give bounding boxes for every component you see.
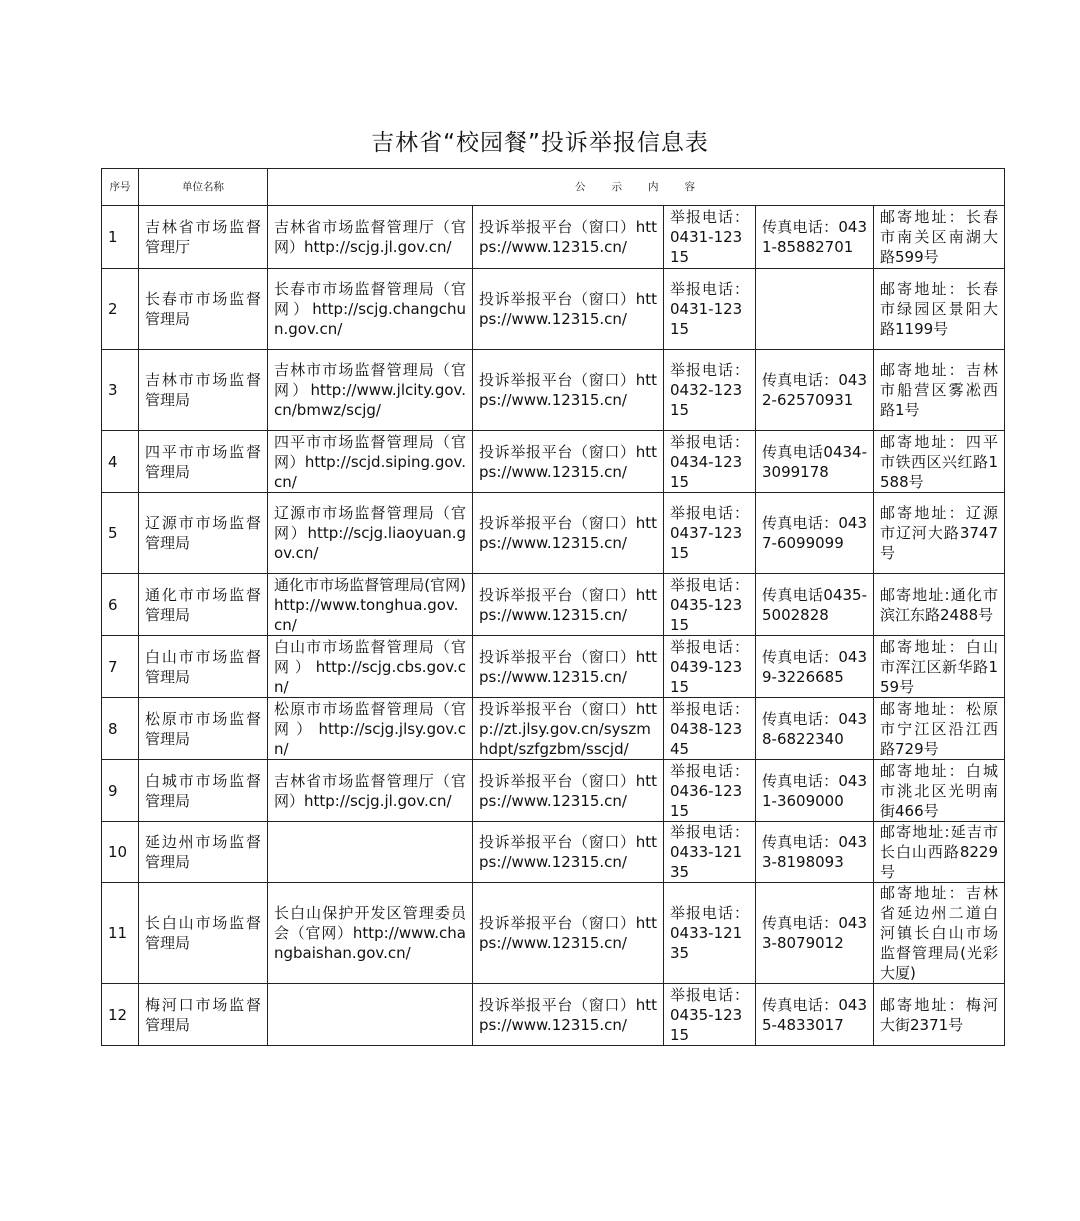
unit-name-cell: 吉林市市场监督管理局 (139, 350, 268, 431)
seq-cell: 11 (102, 883, 139, 984)
website-cell: 松原市市场监督管理局（官网）http://scjg.jlsy.gov.cn/ (268, 698, 473, 760)
phone-cell: 举报电话：0433-12135 (664, 883, 756, 984)
unit-name-cell: 松原市市场监督管理局 (139, 698, 268, 760)
seq-cell: 2 (102, 269, 139, 350)
seq-cell: 7 (102, 636, 139, 698)
address-cell: 邮寄地址：松原市宁江区沿江西路729号 (874, 698, 1005, 760)
table-row (102, 698, 1005, 760)
address-cell: 邮寄地址：辽源市辽河大路3747号 (874, 493, 1005, 574)
header-row (102, 169, 1005, 206)
address-cell: 邮寄地址：梅河大街2371号 (874, 984, 1005, 1046)
unit-name-cell: 辽源市市场监督管理局 (139, 493, 268, 574)
website-cell: 长白山保护开发区管理委员会（官网）http://www.changbaishan.gov.cn/ (268, 883, 473, 984)
platform-cell: 投诉举报平台（窗口）https://www.12315.cn/ (473, 760, 664, 822)
fax-cell (756, 269, 874, 350)
phone-cell: 举报电话：0439-12315 (664, 636, 756, 698)
unit-name-cell: 四平市市场监督管理局 (139, 431, 268, 493)
table-row (102, 431, 1005, 493)
phone-cell: 举报电话：0431-12315 (664, 206, 756, 269)
platform-cell: 投诉举报平台（窗口）https://www.12315.cn/ (473, 883, 664, 984)
seq-cell: 4 (102, 431, 139, 493)
fax-cell: 传真电话：0431-3609000 (756, 760, 874, 822)
unit-name-cell: 长白山市场监督管理局 (139, 883, 268, 984)
fax-cell: 传真电话：0437-6099099 (756, 493, 874, 574)
table-row (102, 984, 1005, 1046)
fax-cell: 传真电话0435-5002828 (756, 574, 874, 636)
platform-cell: 投诉举报平台（窗口）http://zt.jlsy.gov.cn/syszmhdpt/szfgzbm/sscjd/ (473, 698, 664, 760)
address-cell: 邮寄地址:通化市滨江东路2488号 (874, 574, 1005, 636)
fax-cell: 传真电话：0431-85882701 (756, 206, 874, 269)
table-row (102, 636, 1005, 698)
unit-name-cell: 吉林省市场监督管理厅 (139, 206, 268, 269)
header-seq: 序号 (102, 169, 139, 206)
fax-cell: 传真电话：0438-6822340 (756, 698, 874, 760)
website-cell: 通化市市场监督管理局(官网)http://www.tonghua.gov.cn/ (268, 574, 473, 636)
seq-cell: 10 (102, 822, 139, 883)
website-cell: 长春市市场监督管理局（官网）http://scjg.changchun.gov.cn/ (268, 269, 473, 350)
table-row (102, 760, 1005, 822)
header-content: 公示内容 (268, 169, 1005, 206)
unit-name-cell: 通化市市场监督管理局 (139, 574, 268, 636)
address-cell: 邮寄地址:延吉市长白山西路8229号 (874, 822, 1005, 883)
platform-cell: 投诉举报平台（窗口）https://www.12315.cn/ (473, 984, 664, 1046)
website-cell (268, 984, 473, 1046)
fax-cell: 传真电话：0439-3226685 (756, 636, 874, 698)
table-row (102, 822, 1005, 883)
phone-cell: 举报电话：0437-12315 (664, 493, 756, 574)
website-cell: 吉林省市场监督管理厅（官网）http://scjg.jl.gov.cn/ (268, 760, 473, 822)
fax-cell: 传真电话：0435-4833017 (756, 984, 874, 1046)
address-cell: 邮寄地址：白城市洮北区光明南街466号 (874, 760, 1005, 822)
phone-cell: 举报电话：0435-12315 (664, 574, 756, 636)
unit-name-cell: 长春市市场监督管理局 (139, 269, 268, 350)
website-cell: 辽源市市场监督管理局（官网）http://scjg.liaoyuan.gov.cn/ (268, 493, 473, 574)
seq-cell: 12 (102, 984, 139, 1046)
address-cell: 邮寄地址：四平市铁西区兴红路1588号 (874, 431, 1005, 493)
website-cell (268, 822, 473, 883)
unit-name-cell: 白山市市场监督管理局 (139, 636, 268, 698)
seq-cell: 8 (102, 698, 139, 760)
table-body (102, 206, 1005, 1046)
seq-cell: 1 (102, 206, 139, 269)
table-row (102, 883, 1005, 984)
platform-cell: 投诉举报平台（窗口）https://www.12315.cn/ (473, 636, 664, 698)
address-cell: 邮寄地址：长春市南关区南湖大路599号 (874, 206, 1005, 269)
address-cell: 邮寄地址：白山市浑江区新华路159号 (874, 636, 1005, 698)
fax-cell: 传真电话：0432-62570931 (756, 350, 874, 431)
info-table (101, 168, 1005, 1046)
platform-cell: 投诉举报平台（窗口）https://www.12315.cn/ (473, 822, 664, 883)
unit-name-cell: 延边州市场监督管理局 (139, 822, 268, 883)
website-cell: 四平市市场监督管理局（官网）http://scjd.siping.gov.cn/ (268, 431, 473, 493)
phone-cell: 举报电话：0431-12315 (664, 269, 756, 350)
seq-cell: 5 (102, 493, 139, 574)
seq-cell: 9 (102, 760, 139, 822)
seq-cell: 6 (102, 574, 139, 636)
platform-cell: 投诉举报平台（窗口）https://www.12315.cn/ (473, 206, 664, 269)
header-unit: 单位名称 (139, 169, 268, 206)
unit-name-cell: 白城市市场监督管理局 (139, 760, 268, 822)
phone-cell: 举报电话：0438-12345 (664, 698, 756, 760)
address-cell: 邮寄地址：吉林市船营区雾凇西路1号 (874, 350, 1005, 431)
address-cell: 邮寄地址：吉林省延边州二道白河镇长白山市场监督管理局(光彩大厦) (874, 883, 1005, 984)
address-cell: 邮寄地址：长春市绿园区景阳大路1199号 (874, 269, 1005, 350)
table-row (102, 269, 1005, 350)
table-row (102, 206, 1005, 269)
fax-cell: 传真电话：0433-8079012 (756, 883, 874, 984)
fax-cell: 传真电话：0433-8198093 (756, 822, 874, 883)
page-title: 吉林省“校园餐”投诉举报信息表 (371, 130, 709, 156)
website-cell: 吉林市市场监督管理局（官网）http://www.jlcity.gov.cn/bmwz/scjg/ (268, 350, 473, 431)
platform-cell: 投诉举报平台（窗口）https://www.12315.cn/ (473, 431, 664, 493)
seq-cell: 3 (102, 350, 139, 431)
phone-cell: 举报电话：0435-12315 (664, 984, 756, 1046)
platform-cell: 投诉举报平台（窗口）https://www.12315.cn/ (473, 493, 664, 574)
website-cell: 吉林省市场监督管理厅（官网）http://scjg.jl.gov.cn/ (268, 206, 473, 269)
platform-cell: 投诉举报平台（窗口）https://www.12315.cn/ (473, 269, 664, 350)
phone-cell: 举报电话：0433-12135 (664, 822, 756, 883)
platform-cell: 投诉举报平台（窗口）https://www.12315.cn/ (473, 574, 664, 636)
table-row (102, 574, 1005, 636)
phone-cell: 举报电话：0436-12315 (664, 760, 756, 822)
platform-cell: 投诉举报平台（窗口）https://www.12315.cn/ (473, 350, 664, 431)
unit-name-cell: 梅河口市场监督管理局 (139, 984, 268, 1046)
phone-cell: 举报电话：0434-12315 (664, 431, 756, 493)
table-row (102, 350, 1005, 431)
website-cell: 白山市市场监督管理局（官网）http://scjg.cbs.gov.cn/ (268, 636, 473, 698)
phone-cell: 举报电话：0432-12315 (664, 350, 756, 431)
fax-cell: 传真电话0434-3099178 (756, 431, 874, 493)
table-row (102, 493, 1005, 574)
